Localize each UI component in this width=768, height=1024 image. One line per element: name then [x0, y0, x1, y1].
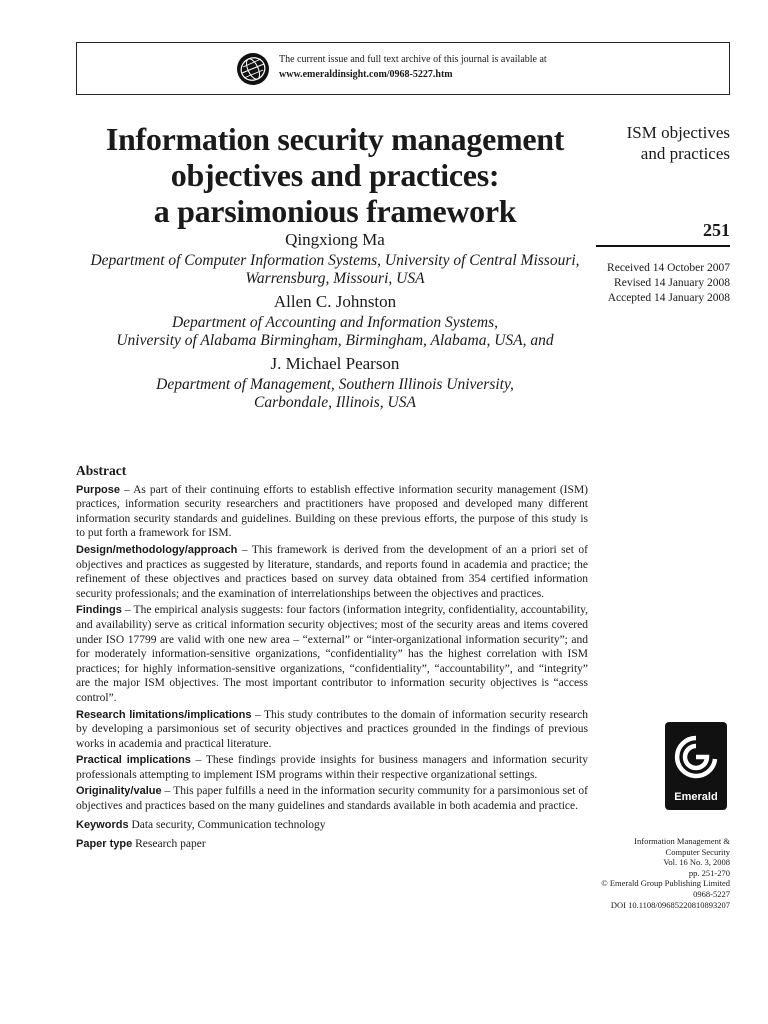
- doi-text: DOI 10.1108/09685220810893207: [610, 899, 730, 910]
- abstract-purpose: Purpose – As part of their continuing efforts to establish effective information security management (ISM) practices, information security researchers and practitioners have proposed and developed many different information security standards and guidelines. Building on these previous efforts, the purpose of this study is to put forth a framework for ISM.: [76, 483, 588, 540]
- side-divider: [596, 245, 730, 247]
- paper-title: [60, 121, 610, 229]
- journal-url-link[interactable]: www.emeraldinsight.com/0968-5227.htm: [279, 69, 453, 80]
- author-affiliation: Department of Accounting and Information Systems, University of Alabama Birmingham, Birmingham, Alabama, USA, and: [116, 314, 554, 349]
- title-line: a parsimonious framework: [153, 193, 517, 229]
- abstract-heading: Abstract: [76, 463, 127, 478]
- author-name: Qingxiong Ma: [285, 230, 385, 249]
- paper-type: Paper type Research paper: [76, 838, 206, 851]
- emerald-e-logo-icon: [665, 726, 727, 796]
- author-affiliation: Department of Management, Southern Illinois University, Carbondale, Illinois, USA: [156, 376, 514, 411]
- journal-citation: Information Management & Computer Security Vol. 16 No. 3, 2008 pp. 251-270 © Emerald Group Publishing Limited 0968-5227 DOI 10.1108/09685220810893207: [550, 836, 730, 910]
- keywords: Keywords Data security, Communication technology: [76, 818, 326, 831]
- revised-date: Revised 14 January 2008: [614, 277, 730, 289]
- received-date: Received 14 October 2007: [607, 262, 730, 274]
- banner-text: The current issue and full text archive of this journal is available at: [279, 54, 547, 65]
- abstract-limitations: Research limitations/implications – This study contributes to the domain of information security research by developing a parsimonious set of security objectives and practices grounded in the findings of previous works in academia and practical literature.: [76, 708, 588, 750]
- accepted-date: Accepted 14 January 2008: [607, 292, 730, 304]
- emerald-wordmark: Emerald: [674, 791, 718, 803]
- running-head: ISM objectives and practices: [626, 123, 730, 163]
- title-line: Information security management: [105, 121, 565, 157]
- author-affiliation: Department of Computer Information Systems, University of Central Missouri, Warrensburg, Missouri, USA: [90, 252, 580, 287]
- abstract-originality: Originality/value – This paper fulfills a need in the information security community for a parsimonious set of objectives and practices based on the many guidelines and standards available in both academia and practice.: [76, 785, 588, 813]
- abstract-findings: Findings – The empirical analysis suggests: four factors (information integrity, confidentiality, accountability, and availability) serve as critical information security objectives; most of the security areas and items covered under ISO 17799 are valid with one new area – “external” or “inter-organizational information security”; and for moderately information-sensitive organizations, “confidentiality” has the highest correlation with ISM practices; for highly information-sensitive organizations, “confidentiality”, “accountability”, and “integrity” are the major ISM objectives. The most important contributor to information security objectives is “access control”.: [76, 604, 588, 704]
- abstract-practical: Practical implications – These findings provide insights for business managers and information security professionals attempting to implement ISM programs within their respective organizational settings.: [76, 754, 589, 781]
- author-name: J. Michael Pearson: [270, 354, 400, 373]
- abstract-design: Design/methodology/approach – This framework is derived from the development of an a priori set of objectives and practices as suggested by literature, standards, and reports found in academia and practice; the refinement of these objectives and practices based on survey data obtained from 354 certified information security professionals; and the examination of interrelationships between the objectives and practices.: [76, 543, 588, 600]
- globe-icon: [236, 52, 270, 86]
- emerald-logo: [665, 722, 727, 810]
- title-line: objectives and practices:: [170, 157, 500, 193]
- journal-access-banner: [76, 42, 730, 95]
- author-name: Allen C. Johnston: [273, 292, 397, 311]
- abstract: [76, 464, 588, 852]
- page-number: 251: [703, 220, 730, 240]
